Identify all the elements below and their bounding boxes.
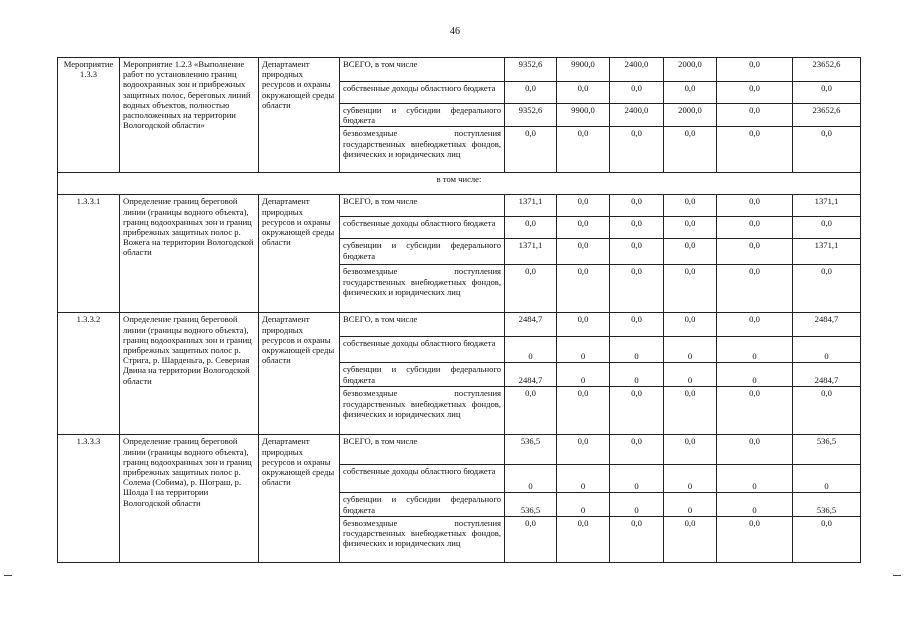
value-cell: 0,0 — [664, 195, 717, 217]
value-cell: 0,0 — [717, 313, 793, 337]
value-cell: 2400,0 — [610, 58, 664, 82]
executor: Департамент природных ресурсов и охраны окружающей среды области — [259, 435, 340, 562]
value-cell: 0,0 — [557, 265, 610, 313]
funding-source: субвенции и субсидии федерального бюджета — [340, 104, 505, 127]
value-cell: 1371,1 — [505, 195, 557, 217]
value-cell: 9900,0 — [557, 104, 610, 127]
budget-table — [57, 57, 861, 563]
value-cell: 0 — [717, 337, 793, 363]
value-cell: 2000,0 — [664, 104, 717, 127]
value-cell: 0,0 — [610, 387, 664, 435]
value-cell: 0 — [664, 465, 717, 493]
value-cell: 1371,1 — [793, 195, 861, 217]
value-cell: 0,0 — [717, 58, 793, 82]
value-cell: 0 — [793, 465, 861, 493]
value-cell: 0 — [793, 337, 861, 363]
value-cell: 0,0 — [664, 127, 717, 173]
value-cell: 0 — [717, 363, 793, 387]
funding-source: собственные доходы областного бюджета — [340, 217, 505, 239]
value-cell: 0,0 — [717, 435, 793, 465]
funding-source: безвозмездные поступления государственных внебюджетных фондов, физических и юридических лиц — [340, 516, 505, 562]
table-row — [58, 58, 861, 82]
value-cell: 0,0 — [505, 217, 557, 239]
value-cell: 0,0 — [610, 195, 664, 217]
value-cell: 0,0 — [717, 516, 793, 562]
value-cell: 1371,1 — [505, 239, 557, 265]
value-cell: 0,0 — [717, 195, 793, 217]
value-cell: 0 — [557, 363, 610, 387]
value-cell: 0,0 — [505, 82, 557, 104]
funding-source: безвозмездные поступления государственных внебюджетных фондов, физических и юридических лиц — [340, 127, 505, 173]
value-cell: 0 — [717, 465, 793, 493]
value-cell: 0,0 — [557, 127, 610, 173]
value-cell: 0,0 — [557, 82, 610, 104]
value-cell: 0 — [610, 465, 664, 493]
subheader: в том числе: — [58, 173, 861, 195]
value-cell: 536,5 — [793, 435, 861, 465]
value-cell: 0,0 — [793, 265, 861, 313]
value-cell: 0,0 — [505, 127, 557, 173]
funding-source: субвенции и субсидии федерального бюджета — [340, 363, 505, 387]
funding-source: собственные доходы областного бюджета — [340, 82, 505, 104]
value-cell: 0 — [664, 363, 717, 387]
value-cell: 0 — [664, 493, 717, 516]
funding-source: субвенции и субсидии федерального бюджета — [340, 239, 505, 265]
edge-mark-right — [893, 575, 901, 576]
value-cell: 0,0 — [664, 516, 717, 562]
value-cell: 0,0 — [717, 387, 793, 435]
value-cell: 1371,1 — [793, 239, 861, 265]
executor: Департамент природных ресурсов и охраны окружающей среды области — [259, 195, 340, 313]
value-cell: 0,0 — [664, 82, 717, 104]
value-cell: 0,0 — [717, 239, 793, 265]
value-cell: 0,0 — [557, 516, 610, 562]
value-cell: 0 — [557, 465, 610, 493]
measure-name: Определение границ береговой линии (границы водного объекта), границ водоохранных зон и границ прибрежных защитных полос р. Стрига, р. Шарденьга, р. Северная Двина на территории Вологодской области — [120, 313, 259, 435]
value-cell: 0,0 — [610, 127, 664, 173]
value-cell: 0 — [505, 337, 557, 363]
table-row — [58, 435, 861, 465]
measure-name: Определение границ береговой линии (границы водного объекта), границ водоохранных зон и границ прибрежных защитных полос р. Солема (Собима), р. Шограш, р. Шолда I на территории Вологодской области — [120, 435, 259, 562]
funding-source: безвозмездные поступления государственных внебюджетных фондов, физических и юридических лиц — [340, 387, 505, 435]
value-cell: 0,0 — [505, 265, 557, 313]
value-cell: 0 — [557, 337, 610, 363]
value-cell: 0,0 — [557, 313, 610, 337]
value-cell: 2484,7 — [505, 313, 557, 337]
value-cell: 0,0 — [717, 127, 793, 173]
measure-id: 1.3.3.1 — [58, 195, 120, 313]
value-cell: 0,0 — [717, 82, 793, 104]
measure-id: 1.3.3.3 — [58, 435, 120, 562]
measure-id: Мероприятие 1.3.3 — [58, 58, 120, 173]
value-cell: 2484,7 — [793, 363, 861, 387]
funding-source: собственные доходы областного бюджета — [340, 465, 505, 493]
measure-name: Мероприятие 1.2.3 «Выполнение работ по установлению границ водоохранных зон и прибрежных защитных полос, береговых линий водных объектов, полностью расположенных на территории Вологодской области» — [120, 58, 259, 173]
value-cell: 0,0 — [610, 516, 664, 562]
page-number: 46 — [450, 26, 460, 37]
value-cell: 0,0 — [664, 217, 717, 239]
value-cell: 0 — [664, 337, 717, 363]
value-cell: 2000,0 — [664, 58, 717, 82]
table-row — [58, 313, 861, 337]
executor: Департамент природных ресурсов и охраны окружающей среды области — [259, 313, 340, 435]
value-cell: 0,0 — [664, 387, 717, 435]
value-cell: 0,0 — [610, 313, 664, 337]
value-cell: 23652,6 — [793, 58, 861, 82]
funding-source: ВСЕГО, в том числе — [340, 195, 505, 217]
value-cell: 9352,6 — [505, 104, 557, 127]
value-cell: 0,0 — [610, 435, 664, 465]
value-cell: 0,0 — [717, 217, 793, 239]
value-cell: 0,0 — [793, 127, 861, 173]
value-cell: 0 — [717, 493, 793, 516]
executor: Департамент природных ресурсов и охраны окружающей среды области — [259, 58, 340, 173]
measure-id: 1.3.3.2 — [58, 313, 120, 435]
funding-source: субвенции и субсидии федерального бюджета — [340, 493, 505, 516]
value-cell: 0,0 — [717, 104, 793, 127]
value-cell: 9352,6 — [505, 58, 557, 82]
value-cell: 0,0 — [664, 239, 717, 265]
value-cell: 0,0 — [610, 265, 664, 313]
value-cell: 0,0 — [664, 265, 717, 313]
value-cell: 0,0 — [610, 217, 664, 239]
subheader-row — [58, 173, 861, 195]
value-cell: 2484,7 — [793, 313, 861, 337]
value-cell: 0,0 — [717, 265, 793, 313]
value-cell: 2484,7 — [505, 363, 557, 387]
value-cell: 0,0 — [505, 516, 557, 562]
value-cell: 0,0 — [610, 239, 664, 265]
value-cell: 0,0 — [793, 516, 861, 562]
value-cell: 536,5 — [505, 493, 557, 516]
value-cell: 0,0 — [557, 239, 610, 265]
edge-mark-left — [4, 575, 12, 576]
funding-source: ВСЕГО, в том числе — [340, 435, 505, 465]
value-cell: 0,0 — [557, 435, 610, 465]
funding-source: собственные доходы областного бюджета — [340, 337, 505, 363]
value-cell: 0,0 — [557, 387, 610, 435]
value-cell: 0,0 — [557, 217, 610, 239]
value-cell: 0,0 — [664, 313, 717, 337]
value-cell: 0 — [610, 337, 664, 363]
value-cell: 0,0 — [557, 195, 610, 217]
funding-source: безвозмездные поступления государственных внебюджетных фондов, физических и юридических лиц — [340, 265, 505, 313]
value-cell: 0 — [610, 493, 664, 516]
value-cell: 536,5 — [793, 493, 861, 516]
table-row — [58, 195, 861, 217]
value-cell: 0,0 — [793, 82, 861, 104]
funding-source: ВСЕГО, в том числе — [340, 313, 505, 337]
value-cell: 23652,6 — [793, 104, 861, 127]
value-cell: 0,0 — [793, 217, 861, 239]
value-cell: 0,0 — [664, 435, 717, 465]
value-cell: 9900,0 — [557, 58, 610, 82]
value-cell: 0,0 — [610, 82, 664, 104]
measure-name: Определение границ береговой линии (границы водного объекта), границ водоохранных зон и границ прибрежных защитных полос р. Вожега на территории Вологодской области — [120, 195, 259, 313]
value-cell: 0,0 — [793, 387, 861, 435]
value-cell: 2400,0 — [610, 104, 664, 127]
value-cell: 0 — [557, 493, 610, 516]
value-cell: 0,0 — [505, 387, 557, 435]
value-cell: 0 — [505, 465, 557, 493]
funding-source: ВСЕГО, в том числе — [340, 58, 505, 82]
value-cell: 536,5 — [505, 435, 557, 465]
value-cell: 0 — [610, 363, 664, 387]
